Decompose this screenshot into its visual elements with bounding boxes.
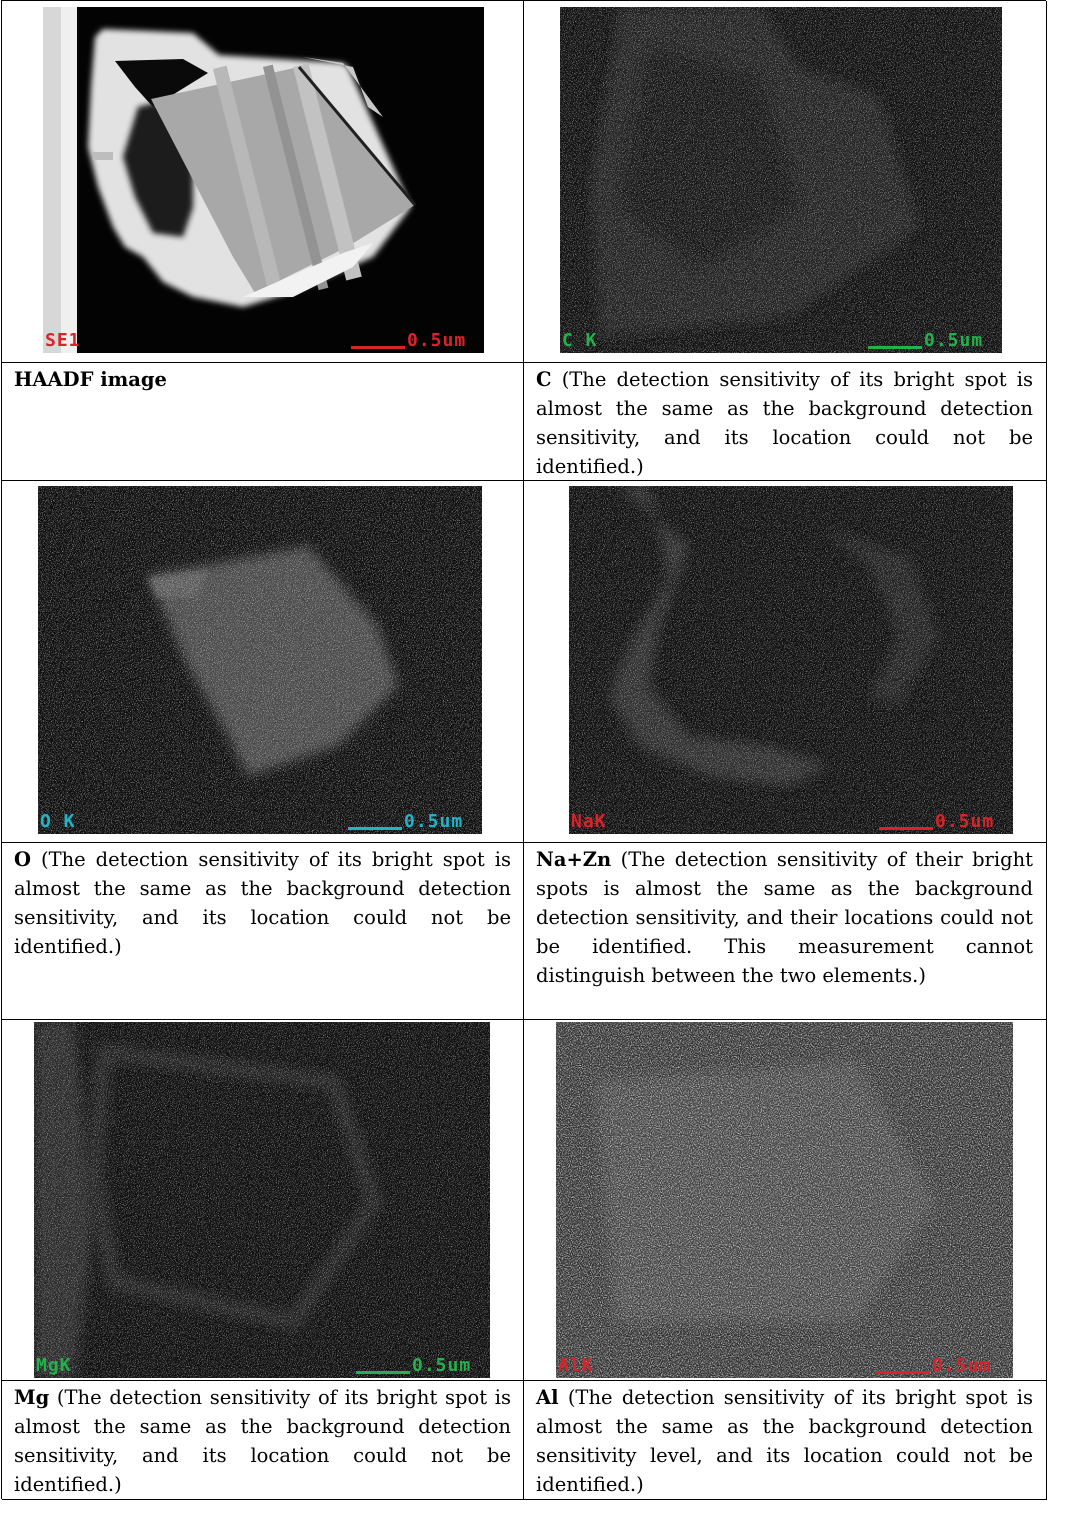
- image-cell-mg: [2, 1020, 524, 1381]
- caption-cell-haadf: [2, 363, 524, 481]
- caption-o: [14, 845, 511, 961]
- panel-label: NaK: [571, 811, 607, 832]
- scale-bar: [351, 346, 405, 349]
- caption-cell-o: [2, 843, 524, 1020]
- caption-element: HAADF image: [14, 368, 167, 391]
- scale-bar: [348, 827, 402, 830]
- figure-table: [1, 0, 1046, 1499]
- o-map-image: [38, 486, 482, 834]
- caption-haadf: [14, 365, 511, 394]
- haadf-image: [43, 7, 484, 353]
- caption-element: C: [536, 368, 552, 391]
- image-cell-haadf: [2, 1, 524, 363]
- caption-element: Na+Zn: [536, 848, 612, 871]
- mg-map-image: [34, 1022, 490, 1378]
- caption-al: [536, 1383, 1033, 1499]
- image-cell-nazn: [524, 481, 1047, 843]
- caption-text: (The detection sensitivity of its bright spot is almost the same as the background detection sensitivity, and its location could not be identified.): [14, 1386, 511, 1496]
- nazn-map-image: [569, 486, 1013, 834]
- al-map-image: [556, 1022, 1013, 1378]
- scale-bar-label: 0.5um: [924, 330, 984, 351]
- caption-cell-mg: [2, 1381, 524, 1500]
- scale-bar-label: 0.5um: [407, 330, 467, 351]
- caption-c: [536, 365, 1033, 481]
- caption-element: Mg: [14, 1386, 50, 1409]
- caption-cell-nazn: [524, 843, 1047, 1020]
- caption-text: (The detection sensitivity of its bright spot is almost the same as the background detection sensitivity, and its location could not be identified.): [536, 368, 1033, 478]
- caption-text: (The detection sensitivity of their bright spots is almost the same as the background detection sensitivity, and their locations could not be identified. This measurement cannot distinguish between the two elements.): [536, 848, 1033, 987]
- scale-bar-label: 0.5um: [412, 1355, 472, 1376]
- caption-text: (The detection sensitivity of its bright spot is almost the same as the background detection sensitivity, and its location could not be identified.): [14, 848, 511, 958]
- image-cell-o: [2, 481, 524, 843]
- caption-nazn: [536, 845, 1033, 990]
- panel-label: AlK: [558, 1355, 594, 1376]
- caption-cell-c: [524, 363, 1047, 481]
- scale-bar-label: 0.5um: [935, 811, 995, 832]
- caption-text: (The detection sensitivity of its bright spot is almost the same as the background detection sensitivity level, and its location could not be identified.): [536, 1386, 1033, 1496]
- image-cell-c: [524, 1, 1047, 363]
- panel-label: SE1: [45, 330, 81, 351]
- caption-element: O: [14, 848, 31, 871]
- caption-mg: [14, 1383, 511, 1499]
- panel-label: MgK: [36, 1355, 72, 1376]
- caption-cell-al: [524, 1381, 1047, 1500]
- caption-element: Al: [536, 1386, 559, 1409]
- scale-bar: [868, 346, 922, 349]
- c-map-image: [560, 7, 1002, 353]
- scale-bar-label: 0.5um: [404, 811, 464, 832]
- image-cell-al: [524, 1020, 1047, 1381]
- panel-label: C K: [562, 330, 598, 351]
- panel-label: O K: [40, 811, 76, 832]
- scale-bar: [879, 827, 933, 830]
- scale-bar: [876, 1371, 930, 1374]
- scale-bar-label: 0.5um: [932, 1355, 992, 1376]
- scale-bar: [356, 1371, 410, 1374]
